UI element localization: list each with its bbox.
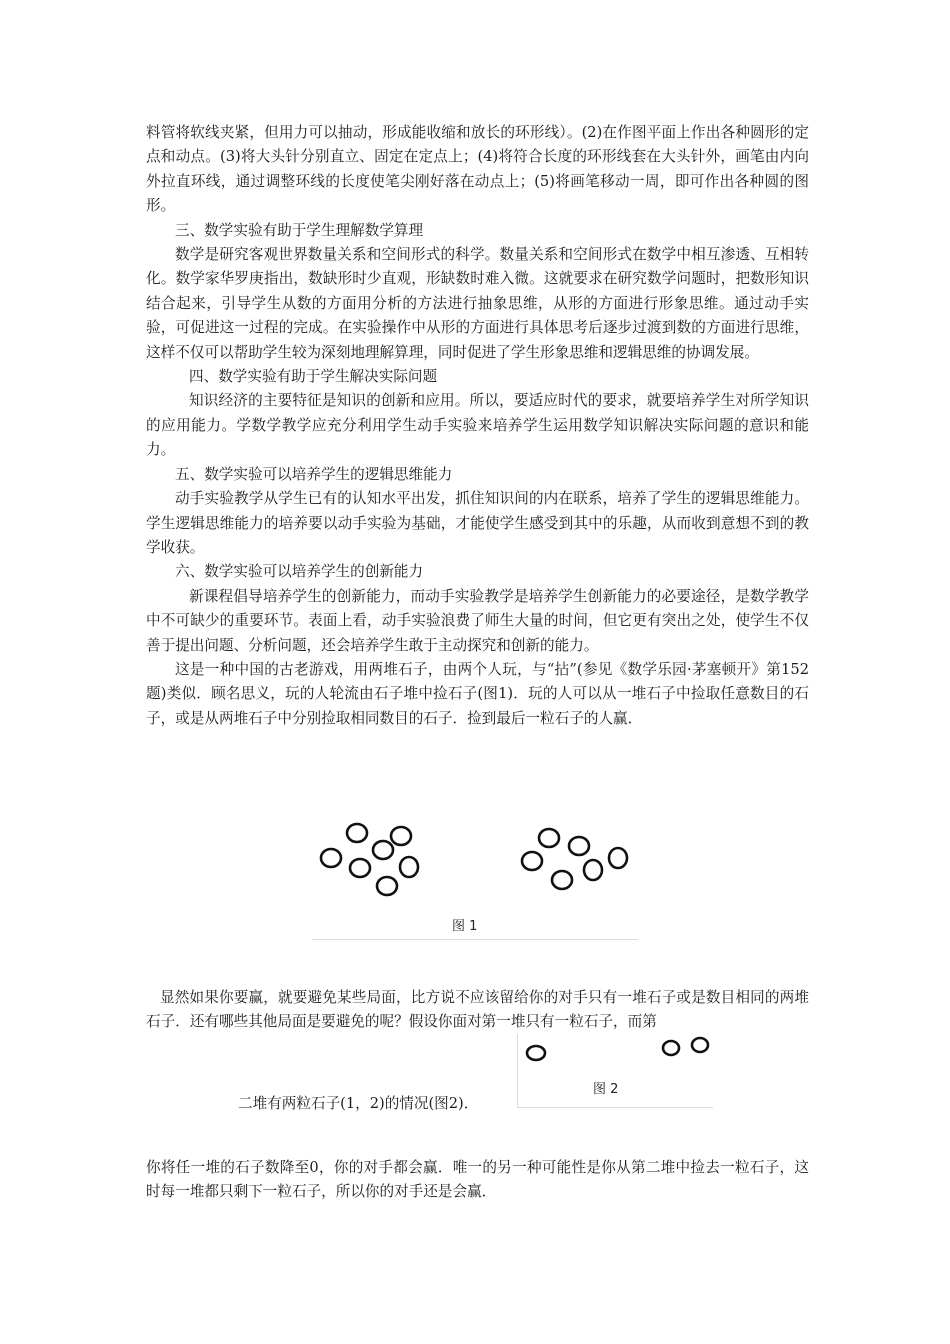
paragraph-3: 知识经济的主要特征是知识的创新和应用。所以，要适应时代的要求，就要培养学生对所学知识的应用能力。学数学教学应充分利用学生动手实验来培养学生运用数学知识解决实际问题的意识和能力。 (146, 392, 809, 459)
figure-2 (517, 1034, 713, 1110)
text-block-middle (146, 986, 809, 1035)
stone (539, 829, 559, 847)
stone (569, 837, 589, 855)
stone-pile-first (527, 1046, 545, 1060)
stone (584, 860, 602, 880)
paragraph-1: 料管将软线夹紧，但用力可以抽动，形成能收缩和放长的环形线）。(2)在作图平面上作出各种圆形的定点和动点。(3)将大头针分别直立、固定在定点上；(4)将符合长度的环形线套在大头针外，画笔由内向外拉直环线，通过调整环线的长度使笔尖刚好落在动点上；(5)将画笔移动一周，即可作出各种圆的图形。 (146, 124, 809, 215)
figure-1 (312, 818, 638, 942)
stone (663, 1041, 679, 1055)
heading-section-3: 三、数学实验有助于学生理解数学算理 (175, 221, 424, 239)
heading-section-6: 六、数学实验可以培养学生的创新能力 (175, 563, 424, 581)
stone-pile-right (522, 829, 627, 889)
paragraph-5: 新课程倡导培养学生的创新能力，而动手实验教学是培养学生创新能力的必要途径，是数学教学中不可缺少的重要环节。表面上看，动手实验浪费了师生大量的时间，但它更有突出之处，使学生不仅善于提出问题、分析问题，还会培养学生敢于主动探究和创新的能力。 (146, 587, 809, 654)
figure-2-inline-text: 二堆有两粒石子(1，2)的情况(图2)． (238, 1095, 479, 1112)
stone (522, 852, 542, 870)
paragraph-4: 动手实验教学从学生已有的认知水平出发，抓住知识间的内在联系，培养了学生的逻辑思维能力。学生逻辑思维能力的培养要以动手实验为基础，才能使学生感受到其中的乐趣，从而收到意想不到的教学收获。 (146, 490, 809, 556)
stone (609, 848, 627, 868)
paragraph-6: 这是一种中国的古老游戏，用两堆石子，由两个人玩，与“拈”(参见《数学乐园·茅塞顿开》第152题)类似．顾名思义，玩的人轮流由石子堆中捡石子(图1)．玩的人可以从一堆石子中捡取任意数目的石子，或是从两堆石子中分别捡取相同数目的石子．捡到最后一粒石子的人赢． (146, 660, 809, 727)
stone (350, 859, 370, 877)
paragraph-2: 数学是研究客观世界数量关系和空间形式的科学。数量关系和空间形式在数学中相互渗透、互相转化。数学家华罗庚指出，数缺形时少直观，形缺数时难入微。这就要求在研究数学问题时，把数形知识结合起来，引导学生从数的方面用分析的方法进行抽象思维，从形的方面进行形象思维。通过动手实验，可促进这一过程的完成。在实验操作中从形的方面进行具体思考后逐步过渡到数的方面进行思维，这样不仅可以帮助学生较为深刻地理解算理，同时促进了学生形象思维和逻辑思维的协调发展。 (146, 246, 809, 361)
figure-1-caption: 图 1 (452, 919, 478, 934)
stone (391, 827, 411, 845)
stone-pile-second (663, 1038, 708, 1055)
text-block-top (146, 121, 809, 731)
paragraph-8: 你将任一堆的石子数降至0，你的对手都会赢．唯一的另一种可能性是你从第二堆中捡去一粒石子，这时每一堆都只剩下一粒石子，所以你的对手还是会赢． (146, 1159, 809, 1201)
figure-2-underline (517, 1107, 713, 1108)
stone (692, 1038, 708, 1052)
paragraph-7: 显然如果你要赢，就要避免某些局面，比方说不应该留给你的对手只有一堆石子或是数目相同的两堆石子．还有哪些其他局面是要避免的呢？假设你面对第一堆只有一粒石子，而第 (146, 989, 809, 1031)
figure-2-stones (517, 1034, 713, 1074)
stone (552, 871, 572, 889)
stone (321, 849, 341, 867)
stone (400, 857, 418, 877)
figure-1-underline (312, 939, 638, 940)
stone (347, 824, 367, 842)
stone-pile-left (321, 824, 418, 895)
stone (377, 877, 397, 895)
heading-section-4: 四、数学实验有助于学生解决实际问题 (189, 368, 438, 386)
text-block-bottom (146, 1156, 809, 1205)
figure-2-caption: 图 2 (593, 1082, 619, 1097)
stone (373, 841, 393, 859)
stone (527, 1046, 545, 1060)
heading-section-5: 五、数学实验可以培养学生的逻辑思维能力 (175, 465, 453, 483)
